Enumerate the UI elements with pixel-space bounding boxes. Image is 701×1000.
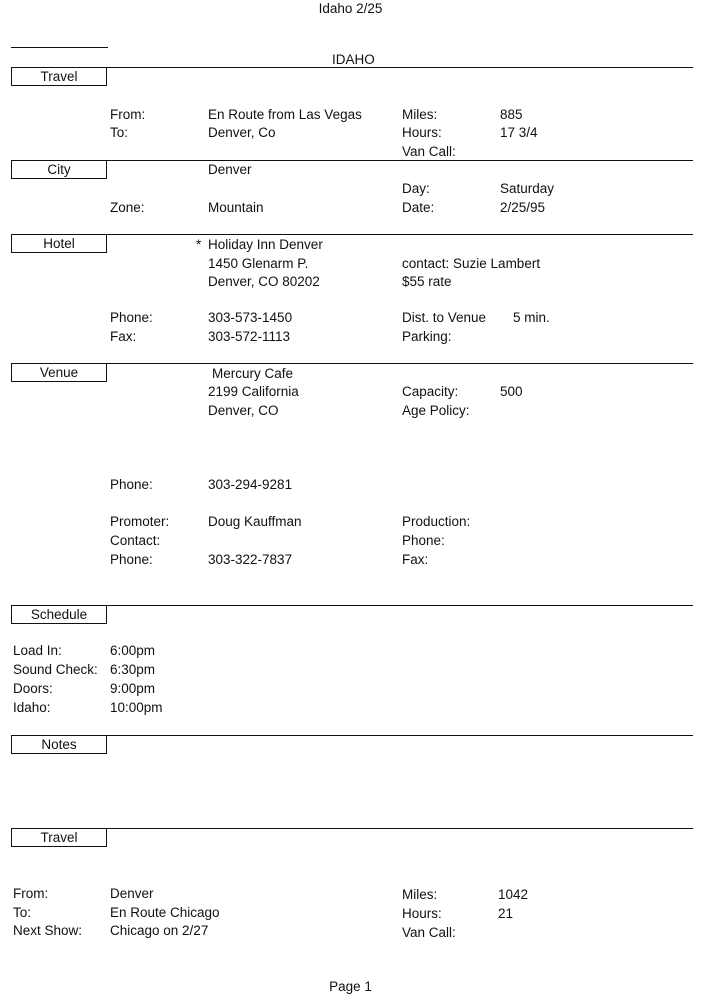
zone-label: Zone:: [110, 200, 145, 215]
next-from-value: Denver: [110, 886, 154, 901]
venue-section-rule: [107, 363, 693, 364]
schedule-section-rule: [107, 605, 693, 606]
venue-name: Mercury Cafe: [212, 366, 294, 381]
schedule-item-time: 9:00pm: [110, 681, 156, 696]
schedule-item-label: Doors:: [13, 681, 53, 696]
promoter-value: Doug Kauffman: [208, 514, 302, 529]
hotel-phone-value: 303-573-1450: [208, 310, 293, 325]
schedule-item-label: Sound Check:: [13, 662, 98, 677]
from-label: From:: [110, 107, 146, 122]
from-value: En Route from Las Vegas: [208, 107, 362, 122]
dist-to-venue-value: 5 min.: [513, 310, 550, 325]
zone-value: Mountain: [208, 200, 264, 215]
next-to-value: En Route Chicago: [110, 905, 220, 920]
next-hours-value: 21: [498, 906, 514, 921]
next-hours-label: Hours:: [402, 906, 442, 921]
to-value: Denver, Co: [208, 125, 276, 140]
date-value: 2/25/95: [500, 200, 546, 215]
next-show-label: Next Show:: [13, 923, 83, 938]
header-top-rule: [11, 47, 108, 48]
production-fax-label: Fax:: [402, 552, 429, 567]
promoter-phone-label: Phone:: [110, 552, 153, 567]
miles-label: Miles:: [402, 107, 438, 122]
travel-section-rule: [107, 67, 693, 68]
hotel-fax-value: 303-572-1113: [208, 329, 291, 344]
hotel-fax-label: Fax:: [110, 329, 137, 344]
schedule-item-time: 6:00pm: [110, 643, 156, 658]
capacity-value: 500: [500, 384, 523, 399]
next-travel-section-label: Travel: [11, 828, 107, 847]
page-number: Page 1: [329, 979, 372, 994]
next-travel-section-rule: [107, 828, 693, 829]
hotel-address-line2: Denver, CO 80202: [208, 274, 320, 289]
day-label: Day:: [402, 181, 430, 196]
venue-address-line1: 2199 California: [208, 384, 299, 399]
promoter-phone-value: 303-322-7837: [208, 552, 293, 567]
hotel-phone-label: Phone:: [110, 310, 153, 325]
document-title: IDAHO: [332, 52, 375, 67]
hours-label: Hours:: [402, 125, 442, 140]
hotel-section-label: Hotel: [11, 234, 107, 253]
venue-address-line2: Denver, CO: [208, 403, 279, 418]
next-from-label: From:: [13, 886, 49, 901]
age-policy-label: Age Policy:: [402, 403, 470, 418]
promoter-contact-label: Contact:: [110, 533, 161, 548]
hotel-preferred-star: *: [196, 237, 202, 252]
schedule-item-label: Idaho:: [13, 700, 51, 715]
notes-section-label: Notes: [11, 735, 107, 754]
date-label: Date:: [402, 200, 435, 215]
venue-phone-label: Phone:: [110, 477, 153, 492]
hotel-contact: contact: Suzie Lambert: [402, 256, 541, 271]
venue-phone-value: 303-294-9281: [208, 477, 293, 492]
next-van-call-label: Van Call:: [402, 925, 456, 940]
notes-section-rule: [107, 735, 693, 736]
day-value: Saturday: [500, 181, 555, 196]
page-header: Idaho 2/25: [318, 1, 383, 16]
production-phone-label: Phone:: [402, 533, 445, 548]
schedule-section-label: Schedule: [11, 605, 107, 624]
van-call-label: Van Call:: [402, 144, 456, 159]
city-section-rule: [107, 160, 693, 161]
next-miles-label: Miles:: [402, 887, 438, 902]
city-name: Denver: [208, 162, 252, 177]
hotel-section-rule: [107, 234, 693, 235]
schedule-item-time: 6:30pm: [110, 662, 156, 677]
venue-section-label: Venue: [11, 363, 107, 382]
travel-section-label: Travel: [11, 67, 107, 86]
hours-value: 17 3/4: [500, 125, 538, 140]
production-label: Production:: [402, 514, 471, 529]
promoter-label: Promoter:: [110, 514, 170, 529]
hotel-address-line1: 1450 Glenarm P.: [208, 256, 309, 271]
next-show-value: Chicago on 2/27: [110, 923, 209, 938]
hotel-name: Holiday Inn Denver: [208, 237, 323, 252]
schedule-item-label: Load In:: [13, 643, 62, 658]
city-section-label: City: [11, 160, 107, 179]
hotel-rate: $55 rate: [402, 274, 452, 289]
to-label: To:: [110, 125, 129, 140]
parking-label: Parking:: [402, 329, 452, 344]
schedule-item-time: 10:00pm: [110, 700, 163, 715]
next-miles-value: 1042: [498, 887, 529, 902]
dist-to-venue-label: Dist. to Venue: [402, 310, 487, 325]
next-to-label: To:: [13, 905, 32, 920]
miles-value: 885: [500, 107, 523, 122]
capacity-label: Capacity:: [402, 384, 459, 399]
